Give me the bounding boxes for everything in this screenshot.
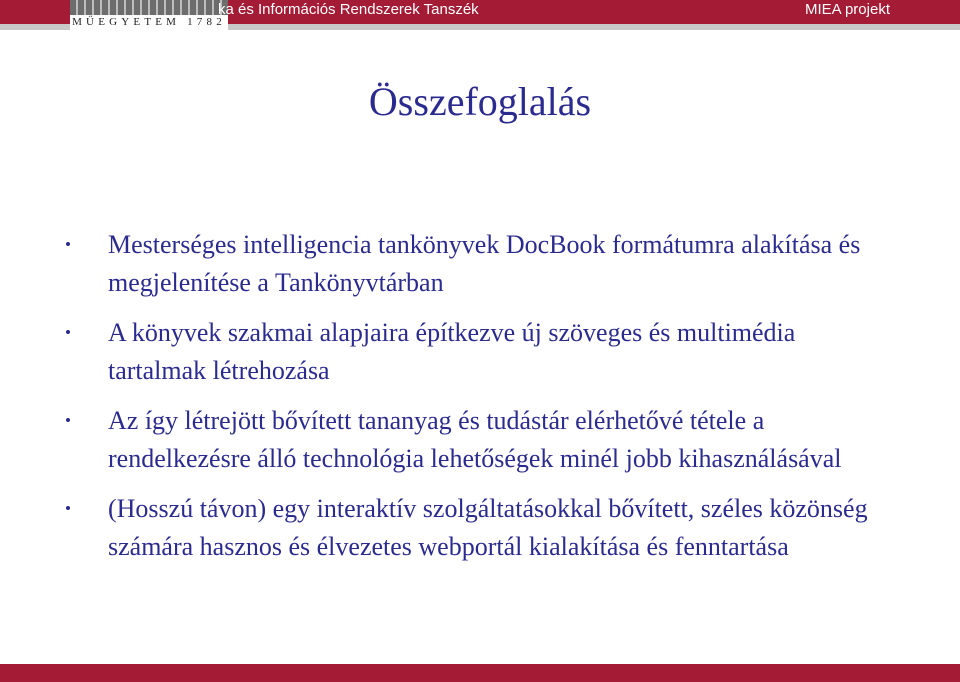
university-logo <box>70 0 228 30</box>
bullet-dot-icon <box>66 506 70 510</box>
logo-text: MŰEGYETEM 1782 <box>72 16 226 28</box>
bullet-text: Mesterséges intelligencia tankönyvek DocBook formátumra alakítása és megjelenítése a Tankönyvtárban <box>108 230 861 297</box>
bullet-text: A könyvek szakmai alapjaira építkezve új szöveges és multimédia tartalmak létrehozása <box>108 318 796 385</box>
department-name: ka és Információs Rendszerek Tanszék <box>218 1 479 18</box>
bullet-text: (Hosszú távon) egy interaktív szolgáltatásokkal bővített, széles közönség számára hasznos és élvezetes webportál kialakítása és fenntartása <box>108 494 868 561</box>
bullet-dot-icon <box>66 418 70 422</box>
bullet-item <box>66 226 896 302</box>
project-name: MIEA projekt <box>804 1 890 18</box>
bullet-item <box>66 314 896 390</box>
bullet-dot-icon <box>66 330 70 334</box>
bullet-text: Az így létrejött bővített tananyag és tudástár elérhetővé tétele a rendelkezésre álló technológia lehetőségek minél jobb kihasználásával <box>108 406 842 473</box>
bullet-item <box>66 402 896 478</box>
logo-graphic <box>70 0 228 15</box>
slide-title: Összefoglalás <box>368 79 592 124</box>
footer-bar <box>0 664 960 682</box>
bullet-dot-icon <box>66 242 70 246</box>
bullet-list <box>66 226 896 578</box>
bullet-item <box>66 490 896 566</box>
